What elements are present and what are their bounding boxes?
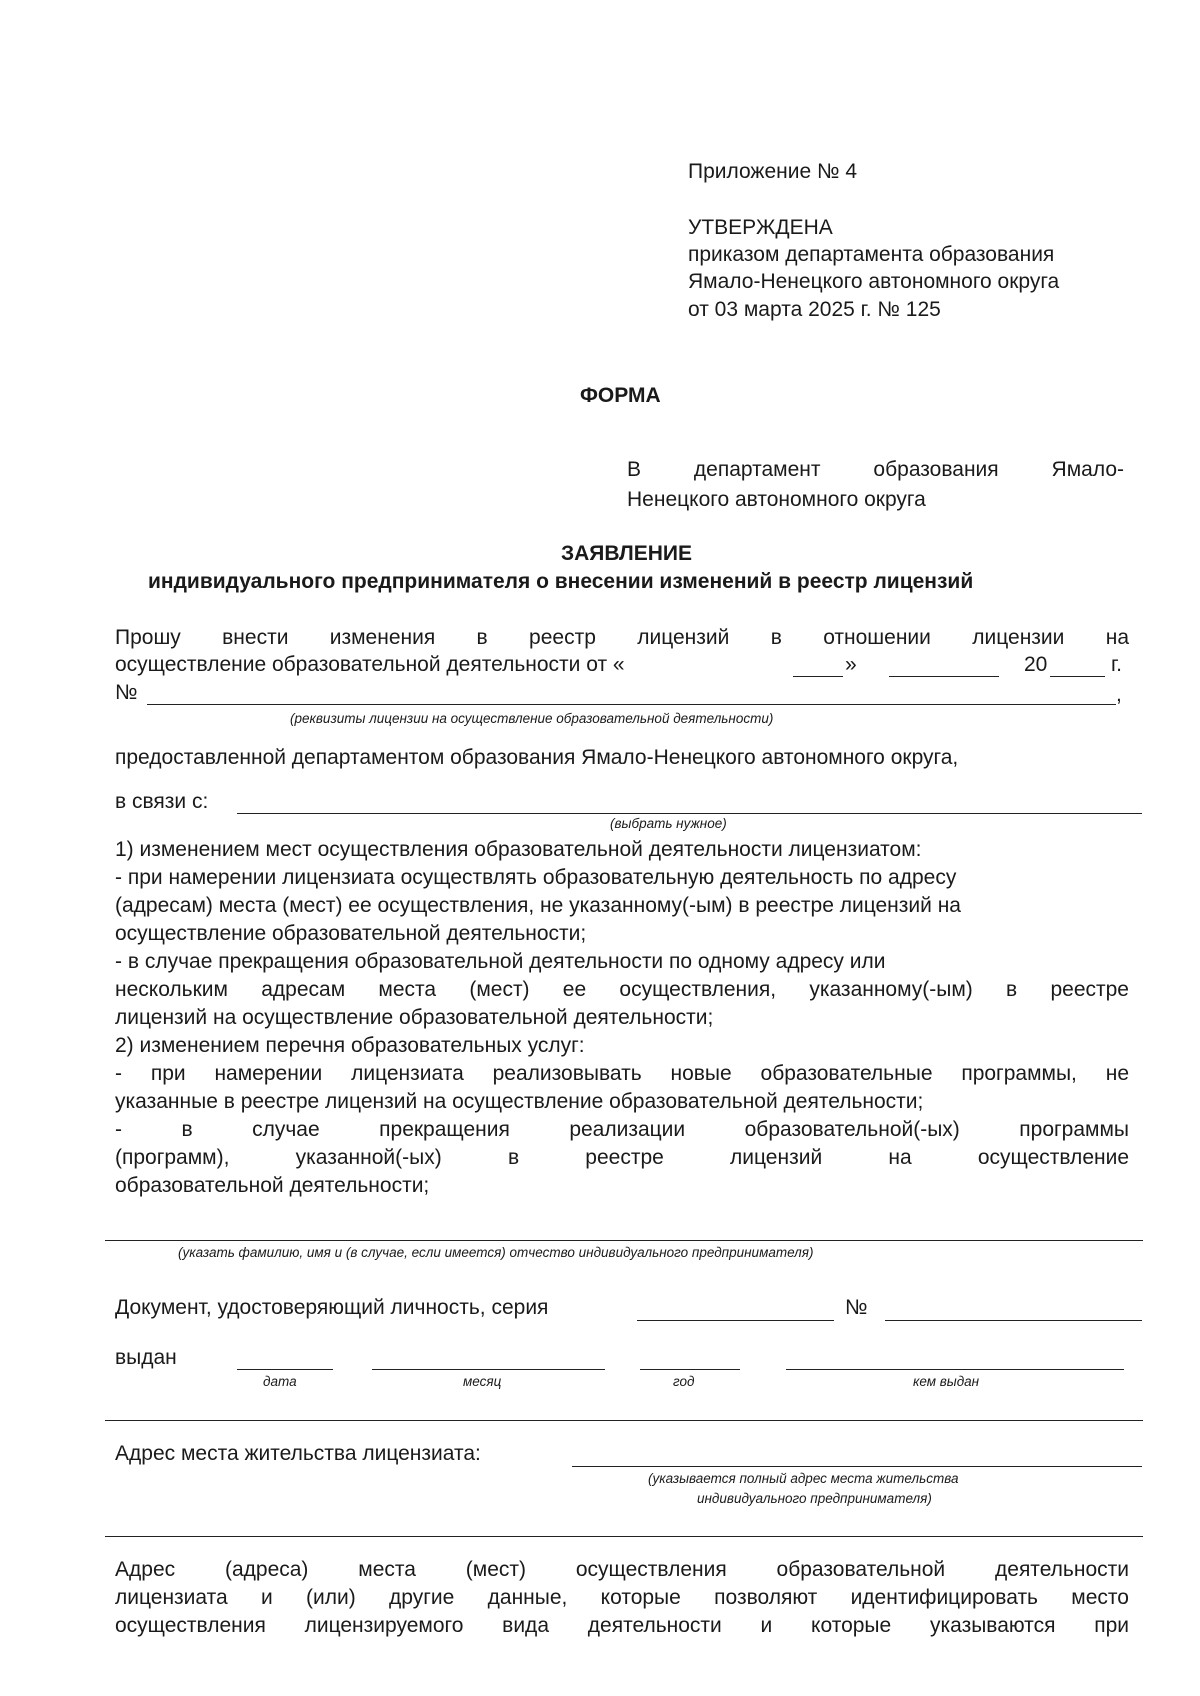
- statement-title: ЗАЯВЛЕНИЕ: [560, 542, 693, 565]
- appendix-number: Приложение № 4: [688, 160, 858, 183]
- year-field[interactable]: [1050, 676, 1105, 677]
- reason-1a-line-3: осуществление образовательной деятельности;: [115, 922, 587, 945]
- entrepreneur-name-field[interactable]: [105, 1240, 1143, 1241]
- document-series-field[interactable]: [637, 1320, 834, 1321]
- activity-address-line-2: лицензиата и (или) другие данные, которые позволяют идентифицировать место: [115, 1586, 1129, 1609]
- reason-1a-line-2: (адресам) места (мест) ее осуществления, не указанному(-ым) в реестре лицензий на: [115, 894, 961, 917]
- issued-date-field[interactable]: [237, 1369, 333, 1370]
- reason-2: 2) изменением перечня образовательных услуг:: [115, 1034, 585, 1057]
- approved-line-3: от 03 марта 2025 г. № 125: [688, 298, 941, 321]
- license-number-label: №: [115, 681, 138, 704]
- request-line-2-text: осуществление образовательной деятельности от «: [115, 653, 625, 676]
- activity-address-line-3: осуществления лицензируемого вида деятельности и которые указываются при: [115, 1614, 1129, 1637]
- reason-1a-line-1: - при намерении лицензиата осуществлять образовательную деятельность по адресу: [115, 866, 957, 889]
- addressee-line-1: В департамент образования Ямало-: [627, 458, 1124, 481]
- issued-month-hint: месяц: [463, 1374, 502, 1389]
- reason-2a-line-1: - при намерении лицензиата реализовывать новые образовательные программы, не: [115, 1062, 1129, 1085]
- request-quote-close: »: [845, 653, 857, 676]
- activity-address-line-1: Адрес (адреса) места (мест) осуществления образовательной деятельности: [115, 1558, 1129, 1581]
- residence-label: Адрес места жительства лицензиата:: [115, 1442, 481, 1465]
- reason-label: в связи с:: [115, 790, 209, 813]
- reason-1b-line-1: - в случае прекращения образовательной деятельности по одному адресу или: [115, 950, 886, 973]
- day-field[interactable]: [793, 676, 843, 677]
- request-year-prefix: 20: [1024, 653, 1048, 676]
- reason-1b-line-2: нескольким адресам места (мест) ее осуществления, указанному(-ым) в реестре: [115, 978, 1129, 1001]
- issued-continuation-field[interactable]: [105, 1420, 1143, 1421]
- license-details-comma: ,: [1116, 683, 1122, 706]
- issued-year-field[interactable]: [640, 1369, 740, 1370]
- issued-date-hint: дата: [263, 1374, 297, 1389]
- reason-field[interactable]: [237, 813, 1142, 814]
- issued-by-hint: кем выдан: [913, 1374, 980, 1389]
- issued-year-hint: год: [673, 1374, 695, 1389]
- form-title: ФОРМА: [580, 384, 661, 407]
- issued-month-field[interactable]: [372, 1369, 605, 1370]
- residence-field[interactable]: [572, 1466, 1142, 1467]
- identity-document-label: Документ, удостоверяющий личность, серия: [115, 1296, 549, 1319]
- provided-by-text: предоставленной департаментом образования Ямало-Ненецкого автономного округа,: [115, 746, 959, 769]
- reason-1b-line-3: лицензий на осуществление образовательной деятельности;: [115, 1006, 714, 1029]
- reason-hint: (выбрать нужное): [610, 816, 727, 831]
- residence-hint-1: (указывается полный адрес места жительства: [648, 1471, 959, 1486]
- license-details-hint: (реквизиты лицензии на осуществление образовательной деятельности): [290, 711, 774, 726]
- issued-by-field[interactable]: [786, 1369, 1124, 1370]
- request-line-1: Прошу внести изменения в реестр лицензий в отношении лицензии на: [115, 626, 1129, 649]
- addressee-line-2: Ненецкого автономного округа: [627, 488, 926, 511]
- statement-subtitle: индивидуального предпринимателя о внесении изменений в реестр лицензий: [148, 570, 974, 593]
- residence-hint-2: индивидуального предпринимателя): [697, 1491, 932, 1506]
- request-year-suffix: г.: [1111, 653, 1122, 676]
- reason-2a-line-2: указанные в реестре лицензий на осуществление образовательной деятельности;: [115, 1090, 924, 1113]
- document-number-label: №: [845, 1296, 868, 1319]
- reason-2b-line-2: (программ), указанной(-ых) в реестре лицензий на осуществление: [115, 1146, 1129, 1169]
- issued-label: выдан: [115, 1346, 177, 1369]
- approved-label: УТВЕРЖДЕНА: [688, 216, 833, 239]
- license-details-field[interactable]: [147, 704, 1116, 705]
- reason-2b-line-1: - в случае прекращения реализации образовательной(-ых) программы: [115, 1118, 1129, 1141]
- reason-2b-line-3: образовательной деятельности;: [115, 1174, 430, 1197]
- month-field[interactable]: [889, 676, 999, 677]
- approved-line-2: Ямало-Ненецкого автономного округа: [688, 270, 1060, 293]
- residence-continuation-field[interactable]: [105, 1536, 1143, 1537]
- entrepreneur-name-hint: (указать фамилию, имя и (в случае, если имеется) отчество индивидуального предпринимателя): [178, 1245, 814, 1260]
- approved-line-1: приказом департамента образования: [688, 243, 1055, 266]
- reason-1: 1) изменением мест осуществления образовательной деятельности лицензиатом:: [115, 838, 922, 861]
- document-number-field[interactable]: [885, 1320, 1142, 1321]
